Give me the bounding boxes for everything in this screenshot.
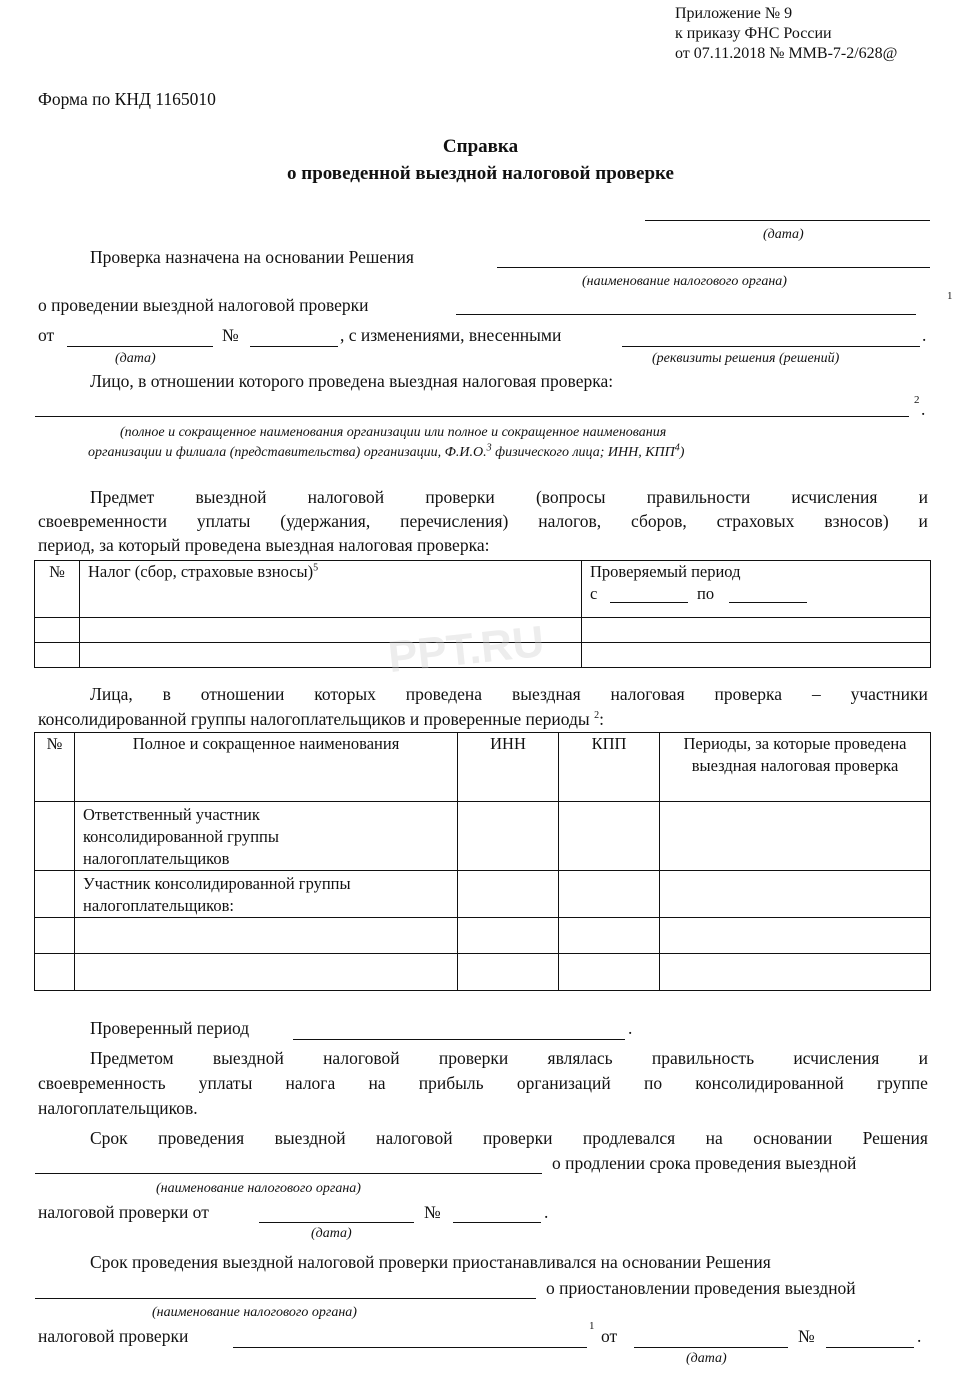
suspension-authority-caption: (наименование налогового органа) <box>152 1305 357 1320</box>
group-table <box>34 732 931 991</box>
suspension-footnote-1: 1 <box>589 1320 595 1332</box>
verified-period-mark: . <box>628 1018 633 1038</box>
extension-line-3: налоговой проверки от <box>38 1202 209 1222</box>
page-title: Справка <box>442 136 519 157</box>
suspension-date-line[interactable] <box>634 1347 788 1348</box>
period-from-line[interactable] <box>610 602 688 603</box>
basis-text: Проверка назначена на основании Решения <box>90 247 414 267</box>
extension-line-1: Срок проведения выездной налоговой проверки продлевался на основании Решения <box>90 1128 928 1148</box>
table-row[interactable] <box>35 918 931 954</box>
suspension-number-label: № <box>798 1326 815 1346</box>
date-caption: (дата) <box>763 227 804 242</box>
profit-line-2: своевременность уплаты налога на прибыль организаций по консолидированной группе <box>38 1073 928 1093</box>
decision-caption: (реквизиты решения (решений) <box>652 351 840 366</box>
suspension-line-2: о приостановлении проведения выездной <box>546 1278 856 1298</box>
changes-text: , с изменениями, внесенными <box>340 325 562 345</box>
suspension-decision-line[interactable] <box>233 1347 587 1348</box>
person-text: Лицо, в отношении которого проведена выездная налоговая проверка: <box>90 371 614 391</box>
footnote-1: 1 <box>947 290 953 302</box>
footnote-2: 2 <box>914 394 920 406</box>
extension-line-2: о продлении срока проведения выездной <box>552 1153 857 1173</box>
person-caption-2: организации и филиала (представительства) организации, Ф.И.О.$^3$ физического лица; ИНН, КПП$^4$) <box>88 442 685 460</box>
suspension-date-caption: (дата) <box>686 1351 727 1366</box>
subject-line-1: Предмет выездной налоговой проверки (вопросы правильности исчисления и <box>90 487 928 507</box>
profit-line-3: налогоплательщиков. <box>38 1098 198 1118</box>
row-group-participant: Участник консолидированной группы налогоплательщиков: <box>75 871 458 918</box>
extension-authority-line[interactable] <box>35 1173 542 1174</box>
subject-line-2: своевременности уплаты (удержания, перечисления) налогов, сборов, страховых взносов) и <box>38 511 928 531</box>
annex-line-2: к приказу ФНС России <box>675 25 832 42</box>
period-to-line[interactable] <box>729 602 807 603</box>
subject-line-3: период, за который проведена выездная налоговая проверка: <box>38 535 490 555</box>
page-subtitle: о проведенной выездной налоговой проверке <box>287 163 674 184</box>
number-label: № <box>222 325 239 345</box>
form-code: Форма по КНД 1165010 <box>38 89 216 109</box>
extension-date-line[interactable] <box>259 1222 414 1223</box>
suspension-period-mark: . <box>917 1326 922 1346</box>
table-row[interactable] <box>35 954 931 991</box>
group-line-2: консолидированной группы налогоплательщиков и проверенные периоды $^2$: <box>38 709 604 729</box>
watermark: PPT.RU <box>385 616 547 683</box>
tax-table-header-period: Проверяемый период с по <box>582 561 931 618</box>
from-label: от <box>38 325 55 345</box>
extension-authority-caption: (наименование налогового органа) <box>156 1181 361 1196</box>
table-row[interactable] <box>35 802 931 871</box>
person-field-line[interactable] <box>35 416 909 417</box>
audit-field-line[interactable] <box>456 314 916 315</box>
person-caption-1: (полное и сокращенное наименования организации или полное и сокращенное наименования <box>120 425 667 440</box>
group-table-header-name: Полное и сокращенное наименования <box>75 733 458 802</box>
tax-table-header-num: № <box>35 561 80 618</box>
annex-line-1: Приложение № 9 <box>675 5 793 22</box>
extension-period-mark: . <box>544 1202 549 1222</box>
suspension-number-line[interactable] <box>826 1347 914 1348</box>
tax-table-header-tax: Налог (сбор, страховые взносы)$^5$ <box>80 561 582 618</box>
group-line-1: Лица, в отношении которых проведена выездная налоговая проверка – участники <box>90 684 928 704</box>
verified-period-line[interactable] <box>293 1039 625 1040</box>
row-responsible-participant: Ответственный участник консолидированной группы налогоплательщиков <box>75 802 458 871</box>
audit-text: о проведении выездной налоговой проверки <box>38 295 369 315</box>
extension-number-line[interactable] <box>453 1222 541 1223</box>
period-from-label: с <box>590 584 598 603</box>
decision-number-line[interactable] <box>250 346 338 347</box>
extension-date-caption: (дата) <box>311 1226 352 1241</box>
group-table-header-kpp: КПП <box>559 733 660 802</box>
profit-line-1: Предметом выездной налоговой проверки являлась правильность исчисления и <box>90 1048 928 1068</box>
date-caption-2: (дата) <box>115 351 156 366</box>
date-field-line[interactable] <box>645 220 930 221</box>
decision-date-line[interactable] <box>67 346 213 347</box>
suspension-authority-line[interactable] <box>35 1298 536 1299</box>
suspension-line-3: налоговой проверки <box>38 1326 189 1346</box>
annex-line-3: от 07.11.2018 № ММВ-7-2/628@ <box>675 45 898 62</box>
changes-field-line[interactable] <box>622 346 920 347</box>
authority-caption: (наименование налогового органа) <box>582 274 787 289</box>
table-row[interactable] <box>35 871 931 918</box>
suspension-line-1: Срок проведения выездной налоговой проверки приостанавливался на основании Решения <box>90 1252 771 1272</box>
period-mark: . <box>922 325 927 345</box>
verified-period-label: Проверенный период <box>90 1018 250 1038</box>
group-table-header-periods: Периоды, за которые проведена выездная налоговая проверка <box>660 733 931 802</box>
period-to-label: по <box>697 584 715 603</box>
group-table-header-num: № <box>35 733 75 802</box>
period-mark-2: . <box>921 399 926 419</box>
authority-field-line[interactable] <box>497 267 930 268</box>
extension-number-label: № <box>424 1202 441 1222</box>
suspension-from-label: от <box>601 1326 618 1346</box>
group-table-header-inn: ИНН <box>458 733 559 802</box>
